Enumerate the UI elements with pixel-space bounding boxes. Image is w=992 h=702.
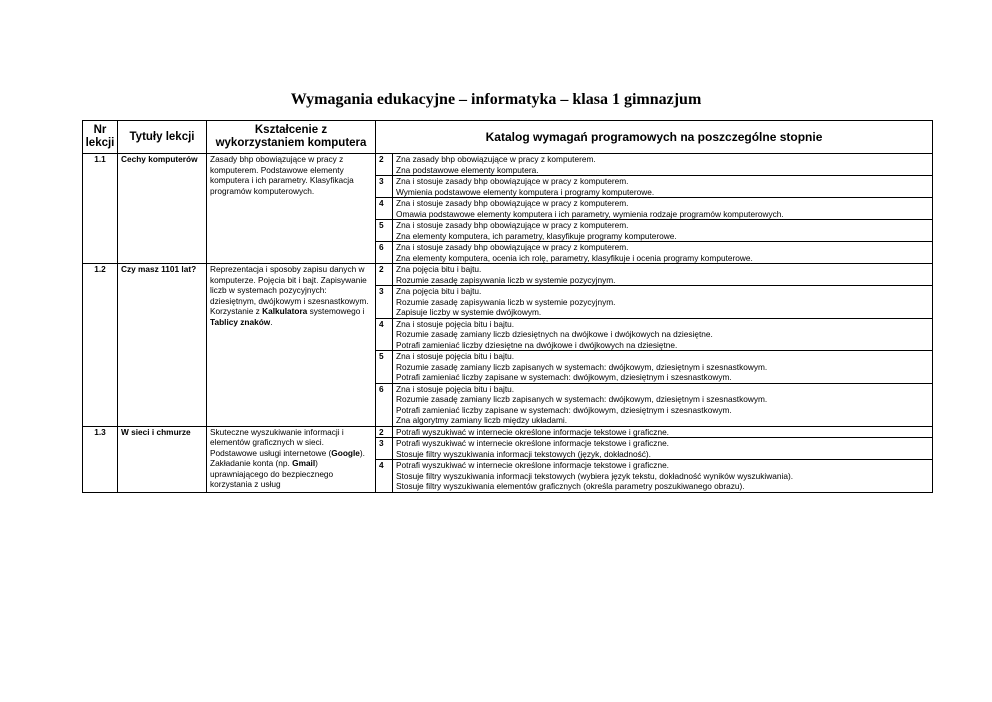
grade-level: 6 <box>376 383 393 426</box>
requirement-line: Zna zasady bhp obowiązujące w pracy z komputerem. <box>396 154 596 164</box>
requirement-line: Zna i stosuje zasady bhp obowiązujące w pracy z komputerem. <box>396 242 629 252</box>
requirement-line: Potrafi wyszukiwać w internecie określone informacje tekstowe i graficzne. <box>396 426 669 437</box>
grade-requirements <box>393 286 933 319</box>
lesson-title: Cechy komputerów <box>118 154 207 264</box>
requirement-line: Zna i stosuje zasady bhp obowiązujące w pracy z komputerem. <box>396 220 629 230</box>
requirement-line: Rozumie zasadę zamiany liczb dziesiętnych na dwójkowe i dwójkowych na dziesiętne. <box>396 329 713 339</box>
grade-level: 5 <box>376 220 393 242</box>
grade-level: 2 <box>376 264 393 286</box>
grade-level: 4 <box>376 198 393 220</box>
requirement-line: Potrafi zamieniać liczby zapisane w systemach: dwójkowym, dziesiętnym i szesnastkowym. <box>396 404 732 415</box>
grade-level: 2 <box>376 154 393 176</box>
header-catalog: Katalog wymagań programowych na poszczególne stopnie <box>376 121 933 154</box>
requirement-line: Zna i stosuje pojęcia bitu i bajtu. <box>396 383 515 394</box>
grade-requirements <box>393 383 933 426</box>
requirement-line: Omawia podstawowe elementy komputera i ich parametry, wymienia rodzaje programów komputerowych. <box>396 208 784 219</box>
lesson-education <box>207 154 376 264</box>
grade-requirements <box>393 426 933 438</box>
table-row <box>83 264 933 286</box>
table-row <box>83 426 933 438</box>
requirement-line: Rozumie zasadę zamiany liczb zapisanych w systemach: dwójkowym, dziesiętnym i szesnastkowym. <box>396 361 768 372</box>
grade-requirements <box>393 438 933 460</box>
requirement-line: Potrafi zamieniać liczby zapisane w systemach: dwójkowym, dziesiętnym i szesnastkowym. <box>396 372 732 382</box>
education-emphasis: Gmail <box>292 458 316 468</box>
education-text: Skuteczne wyszukiwanie informacji i elementów graficznych w sieci. Podstawowe usługi internetowe ( <box>210 426 344 458</box>
grade-requirements <box>393 351 933 384</box>
grade-requirements <box>393 318 933 351</box>
requirement-line: Zna i stosuje pojęcia bitu i bajtu. <box>396 351 515 361</box>
requirement-line: Zna i stosuje zasady bhp obowiązujące w pracy z komputerem. <box>396 198 629 208</box>
requirement-line: Wymienia podstawowe elementy komputera i programy komputerowe. <box>396 186 655 197</box>
grade-requirements <box>393 242 933 264</box>
requirement-line: Zna algorytmy zamiany liczb między układami. <box>396 415 568 425</box>
requirement-line: Zna i stosuje pojęcia bitu i bajtu. <box>396 318 515 329</box>
table-row <box>83 154 933 176</box>
requirements-table <box>82 120 933 493</box>
grade-requirements <box>393 154 933 176</box>
requirement-line: Zna podstawowe elementy komputera. <box>396 164 539 175</box>
requirement-line: Potrafi wyszukiwać w internecie określone informacje tekstowe i graficzne. <box>396 438 669 448</box>
requirement-line: Stosuje filtry wyszukiwania elementów graficznych (określa parametry poszukiwanego obrazu). <box>396 481 745 491</box>
requirement-line: Potrafi zamieniać liczby dziesiętne na dwójkowe i dwójkowych na dziesiętne. <box>396 339 678 350</box>
grade-level: 4 <box>376 460 393 493</box>
grade-requirements <box>393 264 933 286</box>
requirement-line: Zna elementy komputera, ocenia ich rolę, parametry, klasyfikuje i ocenia programy komputerowe. <box>396 252 753 263</box>
grade-level: 2 <box>376 426 393 438</box>
requirement-line: Potrafi wyszukiwać w internecie określone informacje tekstowe i graficzne. <box>396 460 669 470</box>
education-emphasis: Kalkulatora <box>262 306 308 316</box>
requirement-line: Stosuje filtry wyszukiwania informacji tekstowych (wybiera język tekstu, dokładność wyników wyszukiwania). <box>396 470 794 481</box>
requirement-line: Rozumie zasadę zapisywania liczb w systemie pozycyjnym. <box>396 274 616 285</box>
education-emphasis: Tablicy znaków <box>210 316 271 327</box>
grade-requirements <box>393 198 933 220</box>
lesson-number: 1.2 <box>83 264 118 427</box>
header-education: Kształcenie z wykorzystaniem komputera <box>207 121 376 154</box>
requirement-line: Stosuje filtry wyszukiwania informacji tekstowych (język, dokładność). <box>396 448 651 459</box>
education-text: ). Zakładanie konta (np. <box>210 447 365 468</box>
grade-level: 3 <box>376 286 393 319</box>
lesson-title: W sieci i chmurze <box>118 426 207 492</box>
lesson-number: 1.3 <box>83 426 118 492</box>
lesson-education <box>207 264 376 427</box>
education-text: Zasady bhp obowiązujące w pracy z komputerem. Podstawowe elementy komputera i ich parametry. Klasyfikacja programów komputerowych. <box>210 154 354 196</box>
grade-level: 5 <box>376 351 393 384</box>
lesson-education <box>207 426 376 492</box>
grade-requirements <box>393 460 933 493</box>
lesson-number: 1.1 <box>83 154 118 264</box>
education-text: Reprezentacja i sposoby zapisu danych w komputerze. Pojęcia bit i bajt. Zapisywanie liczb w systemach pozycyjnych: dziesiętnym, dwójkowym i szesnastkowym. Korzystanie z <box>210 264 369 316</box>
requirement-line: Zapisuje liczby w systemie dwójkowym. <box>396 307 542 317</box>
grade-level: 3 <box>376 176 393 198</box>
lesson-title: Czy masz 1101 lat? <box>118 264 207 427</box>
document-title: Wymagania edukacyjne – informatyka – klasa 1 gimnazjum <box>290 91 702 108</box>
table-body <box>83 154 933 493</box>
requirement-line: Rozumie zasadę zapisywania liczb w systemie pozycyjnym. <box>396 296 616 307</box>
requirement-line: Zna pojęcia bitu i bajtu. <box>396 286 482 296</box>
education-text: ) uprawniającego do bezpiecznego korzystania z usług <box>210 458 334 489</box>
grade-requirements <box>393 176 933 198</box>
grade-level: 3 <box>376 438 393 460</box>
grade-requirements <box>393 220 933 242</box>
requirement-line: Rozumie zasadę zamiany liczb zapisanych w systemach: dwójkowym, dziesiętnym i szesnastkowym. <box>396 394 768 404</box>
header-lesson-number: Nr lekcji <box>83 121 118 154</box>
requirement-line: Zna pojęcia bitu i bajtu. <box>396 264 482 274</box>
education-emphasis: Google <box>331 447 360 458</box>
grade-level: 4 <box>376 318 393 351</box>
header-lesson-titles: Tytuły lekcji <box>118 121 207 154</box>
requirement-line: Zna elementy komputera, ich parametry, klasyfikuje programy komputerowe. <box>396 230 677 241</box>
requirement-line: Zna i stosuje zasady bhp obowiązujące w pracy z komputerem. <box>396 176 629 186</box>
education-text: systemowego i <box>307 306 365 316</box>
table-header-row <box>83 121 933 154</box>
education-text: . <box>270 316 273 327</box>
grade-level: 6 <box>376 242 393 264</box>
